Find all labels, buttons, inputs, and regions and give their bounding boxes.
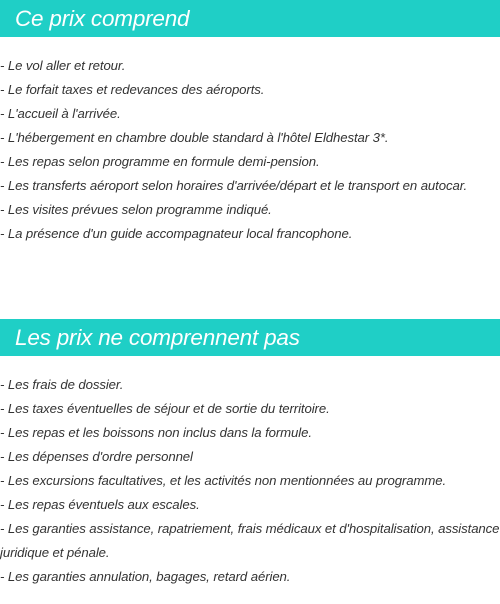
list-item: - Les garanties assistance, rapatriement, frais médicaux et d'hospitalisation, assistance juridique et pénale. bbox=[0, 521, 500, 560]
list-item: - Les visites prévues selon programme indiqué. bbox=[0, 202, 272, 217]
included-header bbox=[0, 0, 500, 37]
list-item: - Les garanties annulation, bagages, retard aérien. bbox=[0, 569, 291, 584]
list-item: - La présence d'un guide accompagnateur local francophone. bbox=[0, 226, 353, 241]
excluded-section bbox=[0, 319, 500, 589]
included-section bbox=[0, 0, 500, 246]
list-item: - L'accueil à l'arrivée. bbox=[0, 106, 121, 121]
excluded-list bbox=[0, 356, 500, 589]
list-item: - Les frais de dossier. bbox=[0, 377, 124, 392]
list-item: - Les repas selon programme en formule demi-pension. bbox=[0, 154, 320, 169]
list-item: - Le vol aller et retour. bbox=[0, 58, 126, 73]
list-item: - Les dépenses d'ordre personnel bbox=[0, 449, 193, 464]
list-item: - L'hébergement en chambre double standard à l'hôtel Eldhestar 3*. bbox=[0, 130, 389, 145]
included-list bbox=[0, 37, 500, 246]
excluded-title: Les prix ne comprennent pas bbox=[15, 324, 300, 350]
list-item: - Les repas et les boissons non inclus dans la formule. bbox=[0, 425, 312, 440]
included-title: Ce prix comprend bbox=[15, 5, 190, 31]
list-item: - Les excursions facultatives, et les activités non mentionnées au programme. bbox=[0, 473, 447, 488]
list-item: - Les transferts aéroport selon horaires d'arrivée/départ et le transport en autocar. bbox=[0, 178, 468, 193]
list-item: - Le forfait taxes et redevances des aéroports. bbox=[0, 82, 265, 97]
list-item: - Les taxes éventuelles de séjour et de sortie du territoire. bbox=[0, 401, 330, 416]
list-item: - Les repas éventuels aux escales. bbox=[0, 497, 200, 512]
excluded-header bbox=[0, 319, 500, 356]
